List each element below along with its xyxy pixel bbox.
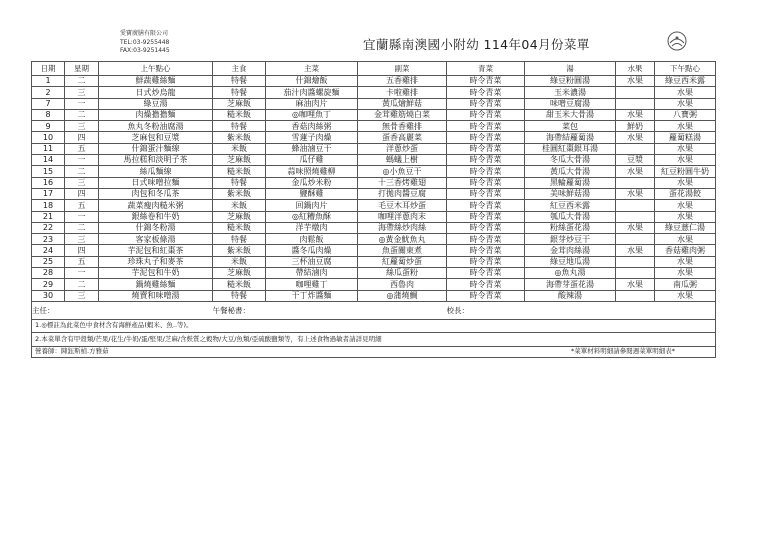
fruit-cell bbox=[616, 177, 655, 188]
am-snack-cell: 什錦蛋汁麵線 bbox=[99, 143, 213, 154]
director-signature: 主任： bbox=[32, 301, 213, 319]
am-snack-cell: 芝麻包和豆漿 bbox=[99, 132, 213, 143]
staple-cell: 特餐 bbox=[213, 121, 266, 132]
lunch-secretary-signature: 午餐秘書： bbox=[213, 301, 447, 319]
main-dish-cell: 肉鬆飯 bbox=[266, 234, 358, 245]
vegetable-cell: 時令青菜 bbox=[447, 109, 525, 120]
menu-row bbox=[32, 98, 716, 109]
staple-cell: 米飯 bbox=[213, 256, 266, 267]
menu-row bbox=[32, 256, 716, 267]
am-snack-cell: 日式炒烏龍 bbox=[99, 87, 213, 98]
pm-snack-cell: 蘿蔔糕湯 bbox=[655, 132, 716, 143]
menu-row bbox=[32, 132, 716, 143]
soup-cell: 綠豆地瓜湯 bbox=[525, 256, 616, 267]
am-snack-cell: 綠豆湯 bbox=[99, 98, 213, 109]
soup-cell: 海帶結蘿蔔湯 bbox=[525, 132, 616, 143]
main-dish-cell: ◎咖哩魚丁 bbox=[266, 109, 358, 120]
menu-row bbox=[32, 188, 716, 199]
pm-snack-cell: 水果 bbox=[655, 200, 716, 211]
pm-snack-cell: 香菇雞肉粥 bbox=[655, 245, 716, 256]
am-snack-cell: 鮮蔬雞絲麵 bbox=[99, 76, 213, 87]
company-tel: TEL:03-9255448 bbox=[120, 38, 170, 46]
side-dish-cell: 打拋肉醬豆腐 bbox=[358, 188, 447, 199]
weekday-cell: 五 bbox=[65, 143, 99, 154]
staple-cell: 特餐 bbox=[213, 290, 266, 301]
menu-row bbox=[32, 211, 716, 222]
menu-row bbox=[32, 290, 716, 301]
weekday-cell: 一 bbox=[65, 98, 99, 109]
soup-cell: 黃瓜大骨湯 bbox=[525, 166, 616, 177]
am-snack-cell: 馬拉糕和淡明子茶 bbox=[99, 155, 213, 166]
side-dish-cell: 卡啦雞排 bbox=[358, 87, 447, 98]
pm-snack-cell: 水果 bbox=[655, 143, 716, 154]
vegetable-cell: 時令青菜 bbox=[447, 188, 525, 199]
col-pm-snack-header: 下午點心 bbox=[655, 62, 716, 76]
staple-cell: 米飯 bbox=[213, 143, 266, 154]
staple-cell: 特餐 bbox=[213, 87, 266, 98]
am-snack-cell: 燒賣和味噌湯 bbox=[99, 290, 213, 301]
fruit-cell bbox=[616, 143, 655, 154]
vegetable-cell: 時令青菜 bbox=[447, 200, 525, 211]
main-dish-cell: 瓜仔雞 bbox=[266, 155, 358, 166]
soup-cell: 綠豆粉圓湯 bbox=[525, 76, 616, 87]
pm-snack-cell: 水果 bbox=[655, 211, 716, 222]
staple-cell: 特餐 bbox=[213, 234, 266, 245]
date-cell: 1 bbox=[32, 76, 65, 87]
weekday-cell: 二 bbox=[65, 279, 99, 290]
staple-cell: 紫米飯 bbox=[213, 132, 266, 143]
vegetable-cell: 時令青菜 bbox=[447, 245, 525, 256]
soup-cell: 海帶芽蛋花湯 bbox=[525, 279, 616, 290]
fruit-cell bbox=[616, 98, 655, 109]
date-cell: 15 bbox=[32, 166, 65, 177]
am-snack-cell: 銀絲卷和牛奶 bbox=[99, 211, 213, 222]
vegetable-cell: 時令青菜 bbox=[447, 290, 525, 301]
menu-row bbox=[32, 222, 716, 233]
weekday-cell: 三 bbox=[65, 121, 99, 132]
am-snack-cell: 芋泥包和紅棗茶 bbox=[99, 245, 213, 256]
col-am-snack-header: 上午點心 bbox=[99, 62, 213, 76]
menu-row bbox=[32, 109, 716, 120]
main-dish-cell: 香菇肉絲粥 bbox=[266, 121, 358, 132]
weekday-cell: 四 bbox=[65, 188, 99, 199]
pm-snack-cell: 水果 bbox=[655, 155, 716, 166]
pm-snack-cell: 水果 bbox=[655, 268, 716, 279]
main-dish-cell: 鹽酥雞 bbox=[266, 188, 358, 199]
soup-cell: 冬瓜大骨湯 bbox=[525, 155, 616, 166]
side-dish-cell: ◎小魚豆干 bbox=[358, 166, 447, 177]
am-snack-cell: 肉燥擔擔麵 bbox=[99, 109, 213, 120]
fruit-cell: 水果 bbox=[616, 222, 655, 233]
fruit-cell bbox=[616, 290, 655, 301]
staple-cell: 糙米飯 bbox=[213, 109, 266, 120]
vegetable-cell: 時令青菜 bbox=[447, 98, 525, 109]
date-cell: 7 bbox=[32, 98, 65, 109]
staple-cell: 紫米飯 bbox=[213, 245, 266, 256]
weekday-cell: 二 bbox=[65, 109, 99, 120]
signature-row bbox=[32, 301, 716, 319]
menu-header-row bbox=[32, 62, 716, 76]
vegetable-cell: 時令青菜 bbox=[447, 234, 525, 245]
main-dish-cell: ◎紅糟魚酥 bbox=[266, 211, 358, 222]
staple-cell: 特餐 bbox=[213, 177, 266, 188]
pm-snack-cell: 綠豆西米露 bbox=[655, 76, 716, 87]
col-staple-header: 主食 bbox=[213, 62, 266, 76]
menu-title: 宜蘭縣南澳國小附幼 114年04月份菜單 bbox=[363, 37, 590, 52]
menu-row bbox=[32, 200, 716, 211]
pm-snack-cell: 紅豆粉圓牛奶 bbox=[655, 166, 716, 177]
side-dish-cell: 西魯肉 bbox=[358, 279, 447, 290]
date-cell: 22 bbox=[32, 222, 65, 233]
am-snack-cell: 日式味噌拉麵 bbox=[99, 177, 213, 188]
am-snack-cell: 蔬菜瘦肉糙米粥 bbox=[99, 200, 213, 211]
side-dish-cell: 洋蔥炒蛋 bbox=[358, 143, 447, 154]
fruit-cell: 水果 bbox=[616, 109, 655, 120]
soup-cell: 桂圓紅棗銀耳湯 bbox=[525, 143, 616, 154]
staple-cell: 糙米飯 bbox=[213, 222, 266, 233]
fruit-cell bbox=[616, 87, 655, 98]
main-dish-cell: 洋芋燉肉 bbox=[266, 222, 358, 233]
staple-cell: 芝麻飯 bbox=[213, 155, 266, 166]
vegetable-cell: 時令青菜 bbox=[447, 87, 525, 98]
date-cell: 23 bbox=[32, 234, 65, 245]
col-fruit-header: 水果 bbox=[616, 62, 655, 76]
vegetable-cell: 時令青菜 bbox=[447, 143, 525, 154]
date-cell: 17 bbox=[32, 188, 65, 199]
main-dish-cell: 三杯油豆腐 bbox=[266, 256, 358, 267]
date-cell: 18 bbox=[32, 200, 65, 211]
allergen-note: 2.本菜單含有甲殼類/芒果/花生/牛奶/蛋/堅果/芝麻/含麩質之穀物/大豆/魚類/亞硫酸鹽類等，有上述食物過敏者請詳見明細 bbox=[32, 333, 716, 347]
date-cell: 11 bbox=[32, 143, 65, 154]
soup-cell: 美味鮮菇湯 bbox=[525, 188, 616, 199]
weekday-cell: 四 bbox=[65, 132, 99, 143]
fruit-cell bbox=[616, 211, 655, 222]
col-soup-header: 湯 bbox=[525, 62, 616, 76]
weekday-cell: 一 bbox=[65, 155, 99, 166]
date-cell: 21 bbox=[32, 211, 65, 222]
weekday-cell: 二 bbox=[65, 222, 99, 233]
main-dish-cell: 干丁炸醬麵 bbox=[266, 290, 358, 301]
fruit-cell: 水果 bbox=[616, 245, 655, 256]
soup-cell: 菜包 bbox=[525, 121, 616, 132]
menu-row bbox=[32, 76, 716, 87]
date-cell: 10 bbox=[32, 132, 65, 143]
fruit-cell: 水果 bbox=[616, 76, 655, 87]
date-cell: 14 bbox=[32, 155, 65, 166]
fruit-cell: 水果 bbox=[616, 166, 655, 177]
main-dish-cell: 咖哩雞丁 bbox=[266, 279, 358, 290]
vegetable-cell: 時令青菜 bbox=[447, 256, 525, 267]
am-snack-cell: 絲瓜麵線 bbox=[99, 166, 213, 177]
soup-cell: 銀芽炒豆干 bbox=[525, 234, 616, 245]
weekday-cell: 三 bbox=[65, 234, 99, 245]
pm-snack-cell: 水果 bbox=[655, 98, 716, 109]
fruit-cell: 水果 bbox=[616, 279, 655, 290]
pm-snack-cell: 水果 bbox=[655, 87, 716, 98]
soup-cell: 金茸肉絲湯 bbox=[525, 245, 616, 256]
fruit-cell bbox=[616, 234, 655, 245]
date-cell: 30 bbox=[32, 290, 65, 301]
date-cell: 25 bbox=[32, 256, 65, 267]
main-dish-cell: 蜂油滷豆干 bbox=[266, 143, 358, 154]
side-dish-cell: ◎黃金魷魚丸 bbox=[358, 234, 447, 245]
staple-cell: 紫米飯 bbox=[213, 188, 266, 199]
am-snack-cell: 魚丸冬粉油腐湯 bbox=[99, 121, 213, 132]
pm-snack-cell: 水果 bbox=[655, 290, 716, 301]
main-dish-cell: 金瓜炒米粉 bbox=[266, 177, 358, 188]
pm-snack-cell: 水果 bbox=[655, 234, 716, 245]
staple-cell: 特餐 bbox=[213, 76, 266, 87]
footer-row bbox=[32, 346, 716, 357]
side-dish-cell: 五香雞排 bbox=[358, 76, 447, 87]
menu-row bbox=[32, 177, 716, 188]
date-cell: 2 bbox=[32, 87, 65, 98]
pm-snack-cell: 南瓜粥 bbox=[655, 279, 716, 290]
side-dish-cell: 螞蟻上樹 bbox=[358, 155, 447, 166]
vegetable-cell: 時令青菜 bbox=[447, 166, 525, 177]
soup-cell: 味噌豆腐湯 bbox=[525, 98, 616, 109]
principal-signature: 校長： bbox=[447, 301, 716, 319]
col-date-header: 日期 bbox=[32, 62, 65, 76]
pm-snack-cell: 八寶粥 bbox=[655, 109, 716, 120]
weekday-cell: 三 bbox=[65, 87, 99, 98]
side-dish-cell: 絲瓜蛋粉 bbox=[358, 268, 447, 279]
menu-row bbox=[32, 87, 716, 98]
weekday-cell: 一 bbox=[65, 268, 99, 279]
side-dish-cell: 毛豆木耳炒蛋 bbox=[358, 200, 447, 211]
seafood-note: 1.◎標註為此菜色中食材含有海鮮產品(蝦米、魚..等)。 bbox=[32, 319, 716, 333]
fruit-cell: 水果 bbox=[616, 132, 655, 143]
vegetable-cell: 時令青菜 bbox=[447, 279, 525, 290]
main-dish-cell: 回鍋肉片 bbox=[266, 200, 358, 211]
reference-note: *菜單材料明細請參閱週菜單明細表* bbox=[571, 347, 675, 356]
vegetable-cell: 時令青菜 bbox=[447, 222, 525, 233]
company-logo-icon bbox=[662, 30, 692, 56]
date-cell: 24 bbox=[32, 245, 65, 256]
weekday-cell: 五 bbox=[65, 200, 99, 211]
vegetable-cell: 時令青菜 bbox=[447, 121, 525, 132]
am-snack-cell: 芋泥包和牛奶 bbox=[99, 268, 213, 279]
side-dish-cell: 蛋香高麗菜 bbox=[358, 132, 447, 143]
company-fax: FAX:03-9251445 bbox=[120, 47, 170, 54]
col-main-dish-header: 主菜 bbox=[266, 62, 358, 76]
main-dish-cell: 麻油肉片 bbox=[266, 98, 358, 109]
staple-cell: 芝麻飯 bbox=[213, 211, 266, 222]
am-snack-cell: 鍋燒雞絲麵 bbox=[99, 279, 213, 290]
am-snack-cell: 肉包和冬瓜茶 bbox=[99, 188, 213, 199]
staple-cell: 芝麻飯 bbox=[213, 98, 266, 109]
pm-snack-cell: 水果 bbox=[655, 177, 716, 188]
date-cell: 16 bbox=[32, 177, 65, 188]
pm-snack-cell: 水果 bbox=[655, 256, 716, 267]
menu-row bbox=[32, 268, 716, 279]
menu-row bbox=[32, 121, 716, 132]
weekday-cell: 二 bbox=[65, 76, 99, 87]
col-side-dish-header: 副菜 bbox=[358, 62, 447, 76]
am-snack-cell: 什錦冬粉湯 bbox=[99, 222, 213, 233]
side-dish-cell: 咖哩洋蔥肉末 bbox=[358, 211, 447, 222]
col-vegetable-header: 青菜 bbox=[447, 62, 525, 76]
dietitian-name: 營養師：陳鈺斯楨.方雅茹 bbox=[35, 347, 109, 356]
main-dish-cell: 雪蓮子肉燥 bbox=[266, 132, 358, 143]
weekday-cell: 四 bbox=[65, 245, 99, 256]
menu-row bbox=[32, 143, 716, 154]
weekday-cell: 一 bbox=[65, 211, 99, 222]
menu-row bbox=[32, 166, 716, 177]
date-cell: 9 bbox=[32, 121, 65, 132]
soup-cell: 黑輪蘿蔔湯 bbox=[525, 177, 616, 188]
soup-cell: 瓠瓜大骨湯 bbox=[525, 211, 616, 222]
soup-cell: 酸辣湯 bbox=[525, 290, 616, 301]
soup-cell: 玉米濃湯 bbox=[525, 87, 616, 98]
menu-body bbox=[32, 76, 716, 358]
vegetable-cell: 時令青菜 bbox=[447, 132, 525, 143]
side-dish-cell: 紅蘿蔔炒蛋 bbox=[358, 256, 447, 267]
side-dish-cell: 黃瓜燴鮮菇 bbox=[358, 98, 447, 109]
staple-cell: 糙米飯 bbox=[213, 166, 266, 177]
main-dish-cell: 醬冬瓜肉燥 bbox=[266, 245, 358, 256]
menu-row bbox=[32, 245, 716, 256]
vegetable-cell: 時令青菜 bbox=[447, 155, 525, 166]
pm-snack-cell: 水果 bbox=[655, 121, 716, 132]
vegetable-cell: 時令青菜 bbox=[447, 268, 525, 279]
side-dish-cell: 金茸雞筋燒白菜 bbox=[358, 109, 447, 120]
soup-cell: 紅豆西米露 bbox=[525, 200, 616, 211]
soup-cell: ◎魚丸湯 bbox=[525, 268, 616, 279]
side-dish-cell: ◎蒲燒鯛 bbox=[358, 290, 447, 301]
weekday-cell: 二 bbox=[65, 166, 99, 177]
date-cell: 28 bbox=[32, 268, 65, 279]
am-snack-cell: 客家板條湯 bbox=[99, 234, 213, 245]
fruit-cell bbox=[616, 256, 655, 267]
am-snack-cell: 珍珠丸子和麥茶 bbox=[99, 256, 213, 267]
date-cell: 8 bbox=[32, 109, 65, 120]
main-dish-cell: 帶結滷肉 bbox=[266, 268, 358, 279]
side-dish-cell: 海帶絲炒肉絲 bbox=[358, 222, 447, 233]
vegetable-cell: 時令青菜 bbox=[447, 76, 525, 87]
menu-table bbox=[31, 61, 716, 358]
fruit-cell: 豆漿 bbox=[616, 155, 655, 166]
date-cell: 29 bbox=[32, 279, 65, 290]
soup-cell: 甜玉米大骨湯 bbox=[525, 109, 616, 120]
fruit-cell: 鮮奶 bbox=[616, 121, 655, 132]
side-dish-cell: 無骨香雞排 bbox=[358, 121, 447, 132]
soup-cell: 粉絲蛋花湯 bbox=[525, 222, 616, 233]
vegetable-cell: 時令青菜 bbox=[447, 211, 525, 222]
side-dish-cell: 魚蛋關東煮 bbox=[358, 245, 447, 256]
company-info bbox=[120, 30, 170, 56]
fruit-cell bbox=[616, 200, 655, 211]
weekday-cell: 三 bbox=[65, 290, 99, 301]
col-weekday-header: 星期 bbox=[65, 62, 99, 76]
fruit-cell bbox=[616, 268, 655, 279]
side-dish-cell: 十三香烤雞翅 bbox=[358, 177, 447, 188]
main-dish-cell: 什錦燴飯 bbox=[266, 76, 358, 87]
pm-snack-cell: 綠豆薏仁湯 bbox=[655, 222, 716, 233]
main-dish-cell: 茄汁肉醬螺旋麵 bbox=[266, 87, 358, 98]
menu-row bbox=[32, 155, 716, 166]
company-name: 愛寶廣膳有限公司 bbox=[120, 30, 169, 37]
pm-snack-cell: 蛋花湯餃 bbox=[655, 188, 716, 199]
note-row bbox=[32, 333, 716, 347]
vegetable-cell: 時令青菜 bbox=[447, 177, 525, 188]
weekday-cell: 五 bbox=[65, 256, 99, 267]
menu-row bbox=[32, 234, 716, 245]
weekday-cell: 三 bbox=[65, 177, 99, 188]
footer-cell bbox=[32, 346, 716, 357]
staple-cell: 糙米飯 bbox=[213, 279, 266, 290]
staple-cell: 芝麻飯 bbox=[213, 268, 266, 279]
main-dish-cell: 蒜味照燒雞柳 bbox=[266, 166, 358, 177]
note-row bbox=[32, 319, 716, 333]
fruit-cell: 水果 bbox=[616, 188, 655, 199]
staple-cell: 米飯 bbox=[213, 200, 266, 211]
menu-row bbox=[32, 279, 716, 290]
